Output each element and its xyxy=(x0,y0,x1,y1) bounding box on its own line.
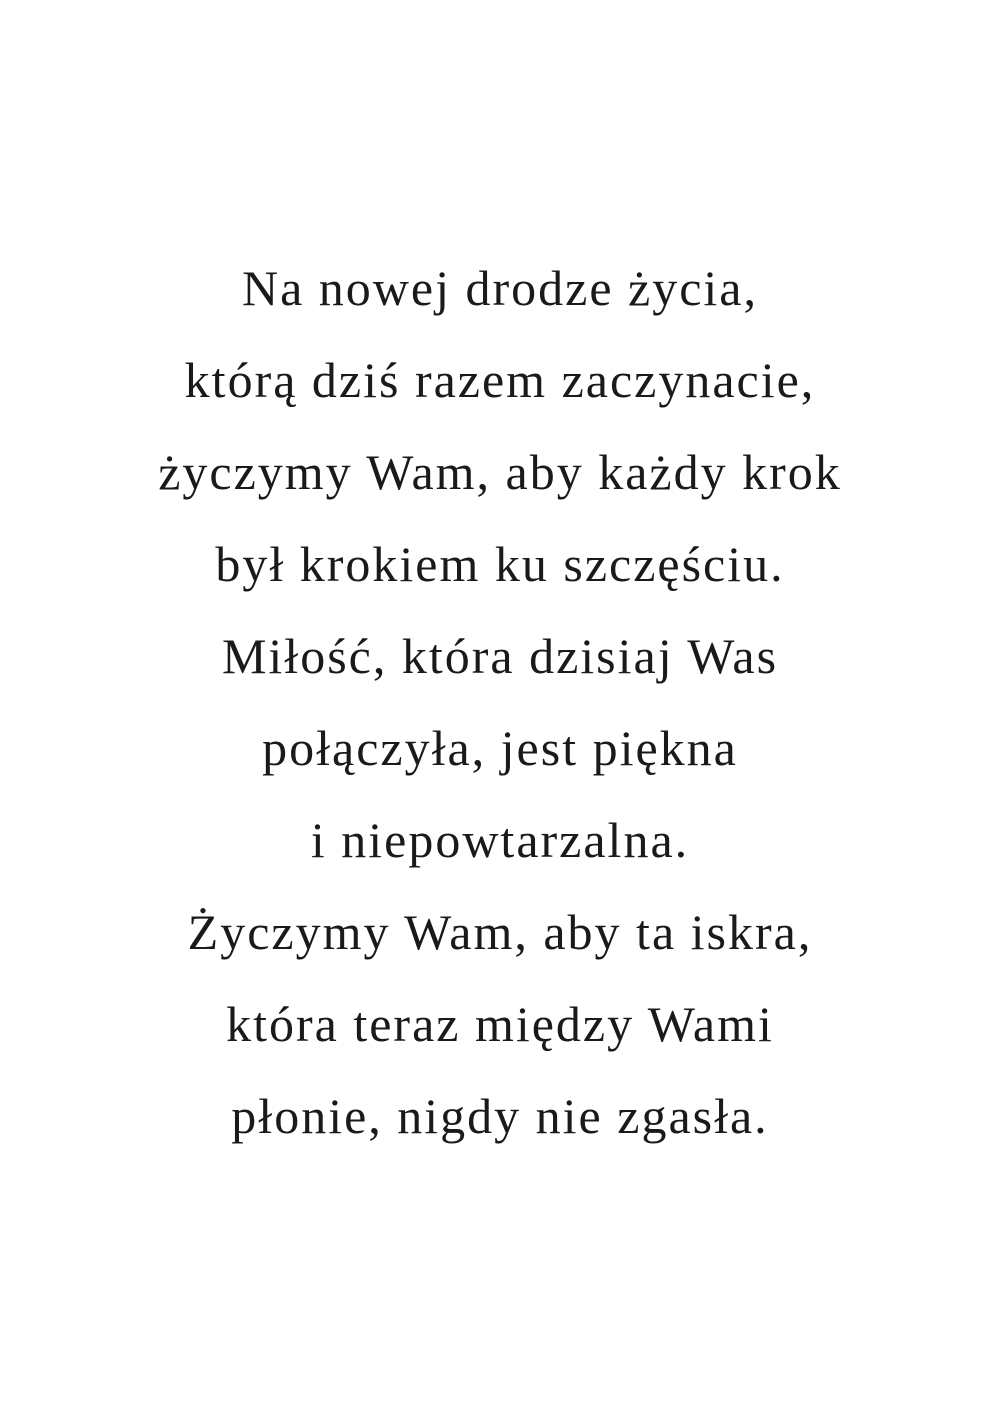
poem-line: i niepowtarzalna. xyxy=(310,811,690,868)
poem-block xyxy=(60,242,940,1162)
poem-line: Na nowej drodze życia, xyxy=(242,259,758,316)
poem-line: płonie, nigdy nie zgasła. xyxy=(231,1087,769,1144)
poem-line: połączyła, jest piękna xyxy=(262,719,738,776)
poem-line: Życzymy Wam, aby ta iskra, xyxy=(187,903,813,960)
poem-line: Miłość, która dzisiaj Was xyxy=(221,627,779,684)
poem-line: był krokiem ku szczęściu. xyxy=(215,535,785,592)
poem-line: którą dziś razem zaczynacie, xyxy=(184,351,816,408)
poem-line: która teraz między Wami xyxy=(226,995,774,1052)
poem-line: życzymy Wam, aby każdy krok xyxy=(158,443,842,500)
